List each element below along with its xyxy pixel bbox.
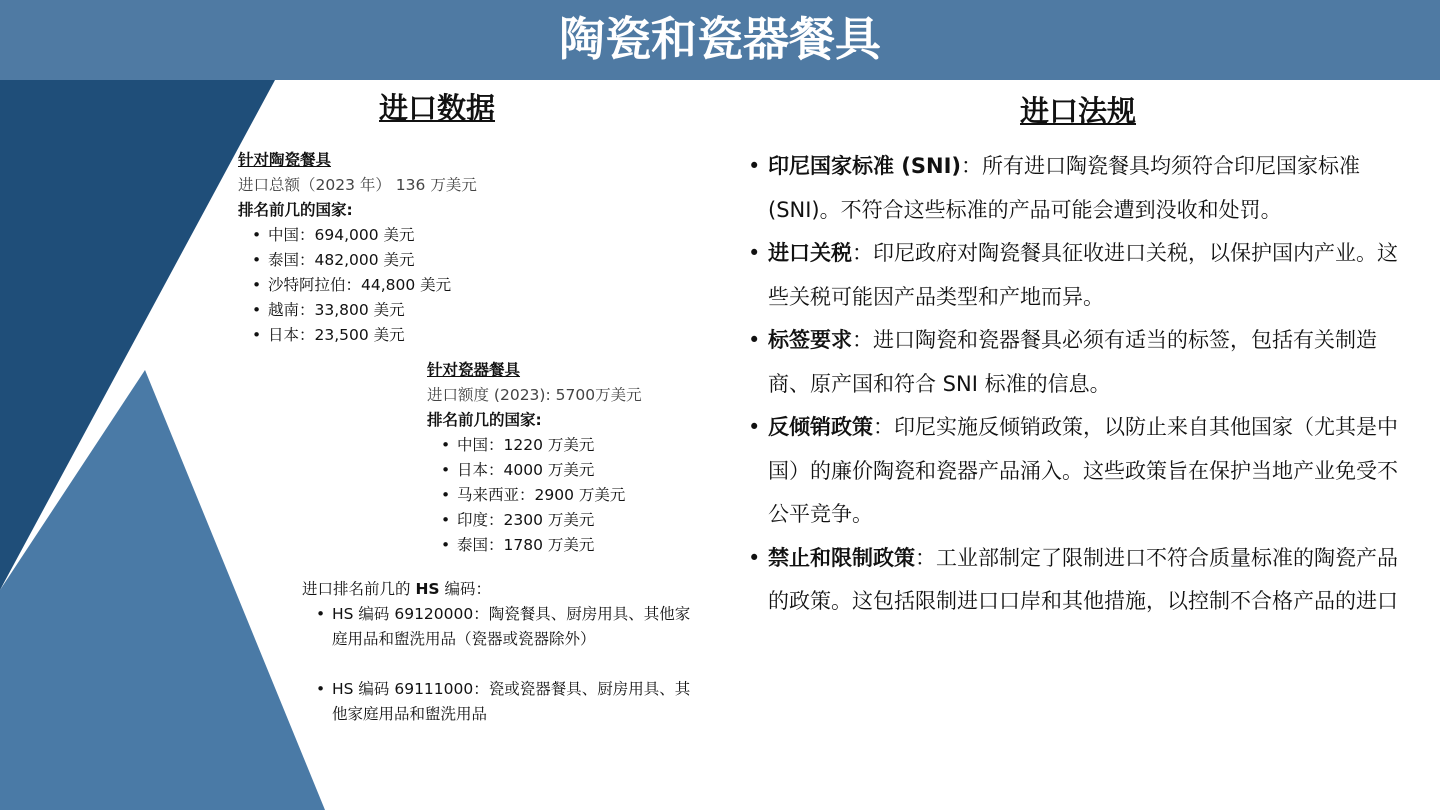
list-item: • HS 编码 69111000：瓷或瓷器餐具、厨房用具、其他家庭用品和盥洗用品	[302, 677, 692, 727]
ceramic-total: 进口总额（2023 年） 136 万美元	[238, 176, 477, 194]
regulation-text: ：工业部制定了限制进口不符合质量标准的陶瓷产品的政策。这包括限制进口口岸和其他措施，以控制不合格产品的进口	[768, 545, 1398, 613]
porcelain-heading: 针对瓷器餐具	[427, 361, 521, 379]
ceramic-section	[238, 148, 477, 348]
import-data-heading: 进口数据	[379, 91, 496, 125]
regulation-text: ：印尼实施反倾销政策，以防止来自其他国家（尤其是中国）的廉价陶瓷和瓷器产品涌入。这些政策旨在保护当地产业免受不公平竞争。	[768, 415, 1398, 526]
regulation-text: ：印尼政府对陶瓷餐具征收进口关税，以保护国内产业。这些关税可能因产品类型和产地而异。	[768, 241, 1398, 309]
porcelain-total: 进口额度 (2023): 5700万美元	[427, 386, 642, 404]
list-item: • 中国：1220 万美元	[427, 433, 642, 458]
list-item: • HS 编码 69120000：陶瓷餐具、厨房用具、其他家庭用品和盥洗用品（瓷器或瓷器除外）	[302, 602, 692, 652]
hs-code-label	[302, 577, 692, 602]
regulation-text: ：所有进口陶瓷餐具均须符合印尼国家标准 (SNI)。不符合这些标准的产品可能会遭到没收和处罚。	[768, 154, 1361, 222]
ceramic-country-list	[238, 223, 477, 348]
regulations-list	[748, 145, 1408, 624]
regulation-text: ：进口陶瓷和瓷器餐具必须有适当的标签，包括有关制造商、原产国和符合 SNI 标准的信息。	[768, 328, 1377, 396]
porcelain-section	[427, 358, 642, 558]
porcelain-country-list	[427, 433, 642, 558]
hs-label-suffix: 编码：	[444, 580, 492, 598]
regulation-term: 印尼国家标准 (SNI)	[768, 154, 962, 178]
regulation-term: 进口关税	[768, 241, 852, 265]
list-item: • 中国：694,000 美元	[238, 223, 477, 248]
regulation-term: 反倾销政策	[768, 415, 873, 439]
regulation-item	[748, 319, 1408, 406]
list-item: • 泰国：1780 万美元	[427, 533, 642, 558]
ceramic-heading: 针对陶瓷餐具	[238, 151, 332, 169]
ceramic-top-label: 排名前几的国家:	[238, 201, 353, 219]
hs-code-section	[302, 577, 692, 752]
regulation-term: 标签要求	[768, 328, 852, 352]
regulation-item	[748, 232, 1408, 319]
list-item: • 印度：2300 万美元	[427, 508, 642, 533]
regulation-term: 禁止和限制政策	[768, 545, 915, 570]
list-item: • 越南：33,800 美元	[238, 298, 477, 323]
list-item: • 马来西亚：2900 万美元	[427, 483, 642, 508]
list-item: • 日本：4000 万美元	[427, 458, 642, 483]
regulation-item	[748, 537, 1408, 624]
regulations-heading: 进口法规	[1020, 94, 1137, 128]
regulation-item	[748, 406, 1408, 537]
porcelain-top-label: 排名前几的国家:	[427, 411, 542, 429]
hs-code-list	[302, 602, 692, 727]
hs-label-code: HS	[415, 580, 440, 598]
list-item: • 沙特阿拉伯：44,800 美元	[238, 273, 477, 298]
list-item: • 泰国：482,000 美元	[238, 248, 477, 273]
regulation-item	[748, 145, 1408, 232]
page-title: 陶瓷和瓷器餐具	[559, 12, 881, 66]
hs-label-prefix: 进口排名前几的	[302, 580, 411, 598]
regulations-section	[748, 145, 1408, 624]
list-item: • 日本：23,500 美元	[238, 323, 477, 348]
